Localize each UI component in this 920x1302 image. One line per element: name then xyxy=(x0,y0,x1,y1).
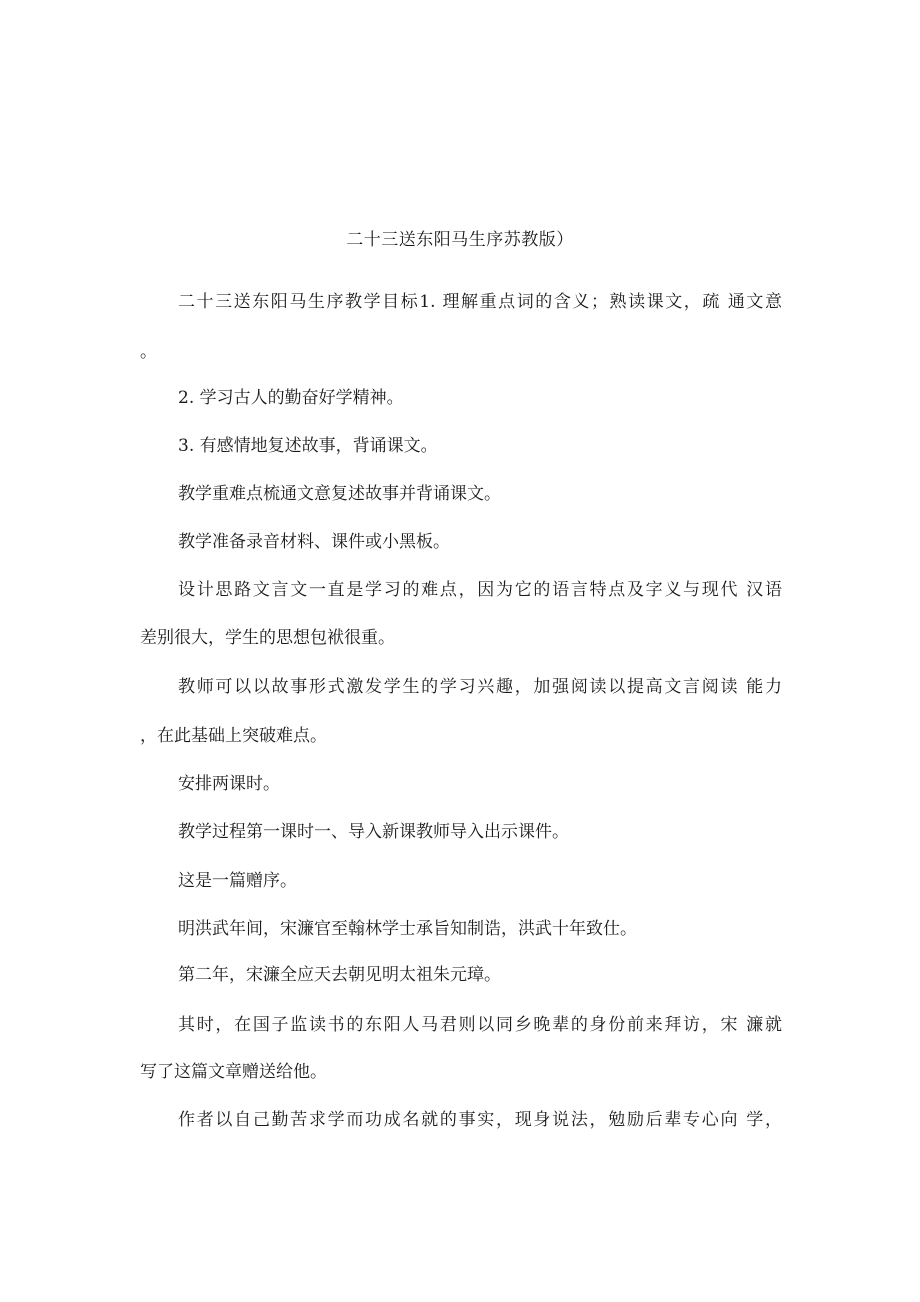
paragraph-line: 3. 有感情地复述故事，背诵课文。 xyxy=(178,436,438,456)
paragraph-line: 作者以自己勤苦求学而功成名就的事实，现身说法，勉励后辈专心向 学， xyxy=(178,1110,782,1130)
paragraph-line: 写了这篇文章赠送给他。 xyxy=(140,1062,327,1082)
paragraph-line: ，在此基础上突破难点。 xyxy=(140,726,327,746)
paragraph-line: 2. 学习古人的勤奋好学精神。 xyxy=(178,388,404,408)
document-title: 二十三送东阳马生序苏教版） xyxy=(346,230,574,250)
paragraph-line: 差别很大，学生的思想包袱很重。 xyxy=(140,628,395,648)
paragraph-line: 第二年，宋濂全应天去朝见明太祖朱元璋。 xyxy=(178,965,501,985)
paragraph-line: 安排两课时。 xyxy=(178,774,280,794)
paragraph-line: 教学过程第一课时一、导入新课教师导入出示课件。 xyxy=(178,822,569,842)
paragraph-line: 设计思路文言文一直是学习的难点，因为它的语言特点及字义与现代 汉语 xyxy=(178,580,782,600)
paragraph-line: 。 xyxy=(140,342,157,362)
paragraph-line: 教学重难点梳通文意复述故事并背诵课文。 xyxy=(178,484,501,504)
paragraph-line: 二十三送东阳马生序教学目标1. 理解重点词的含义；熟读课文，疏 通文意 xyxy=(178,292,782,312)
paragraph-line: 明洪武年间，宋濂官至翰林学士承旨知制诰，洪武十年致仕。 xyxy=(178,919,637,939)
paragraph-line: 教师可以以故事形式激发学生的学习兴趣，加强阅读以提高文言阅读 能力 xyxy=(178,677,782,697)
paragraph-line: 其时，在国子监读书的东阳人马君则以同乡晚辈的身份前来拜访，宋 濂就 xyxy=(178,1015,782,1035)
paragraph-line: 教学准备录音材料、课件或小黑板。 xyxy=(178,532,450,552)
paragraph-line: 这是一篇赠序。 xyxy=(178,871,297,891)
